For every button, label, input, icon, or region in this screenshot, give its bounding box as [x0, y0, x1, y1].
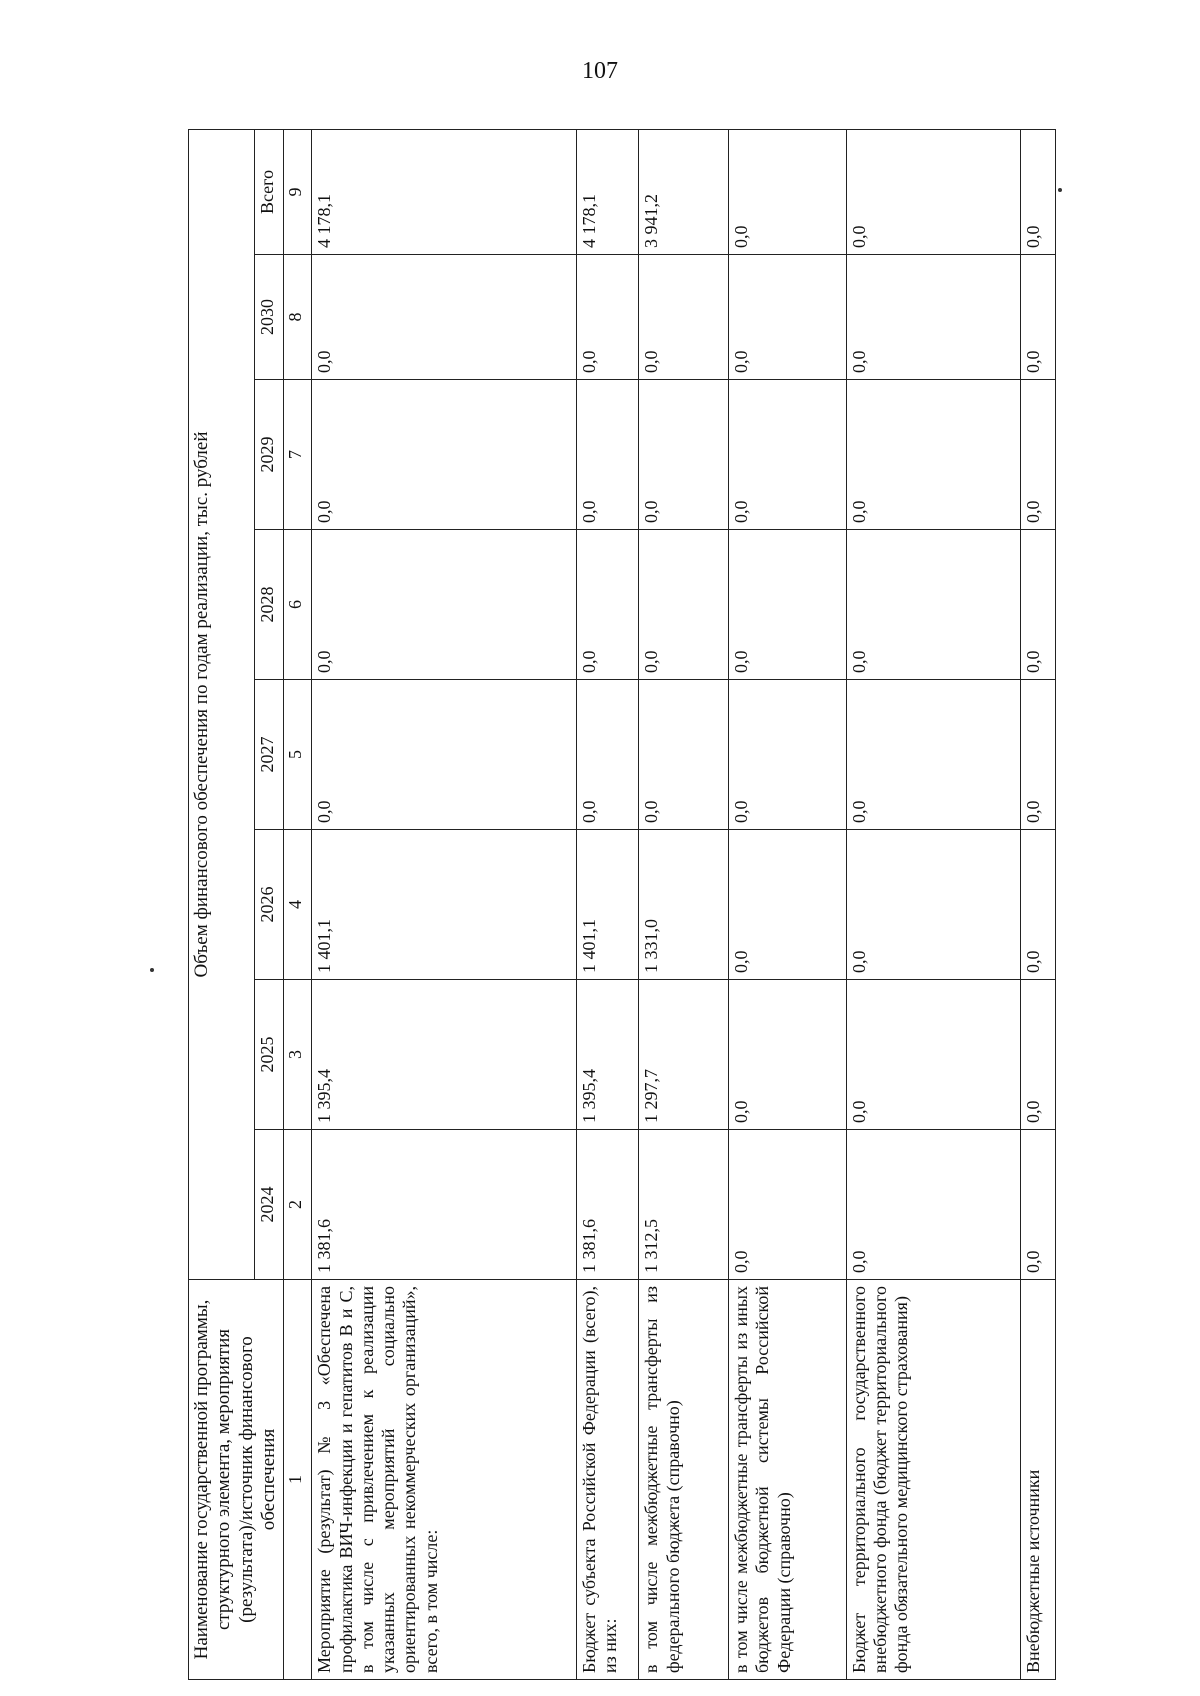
value-cell: 1 312,5	[639, 1130, 729, 1280]
value-cell: 0,0	[312, 255, 577, 380]
value-cell: 0,0	[729, 129, 846, 254]
header-row-group	[189, 129, 255, 1679]
value-cell: 1 401,1	[312, 830, 577, 980]
value-cell: 1 381,6	[312, 1130, 577, 1280]
value-cell: 0,0	[576, 680, 638, 830]
value-cell: 1 331,0	[639, 830, 729, 980]
table-row	[639, 129, 729, 1679]
value-cell: 0,0	[729, 1130, 846, 1280]
scan-speck	[150, 968, 154, 972]
row-label: Внебюджетные источники	[1021, 1280, 1056, 1680]
value-cell: 0,0	[729, 380, 846, 530]
financing-table	[188, 129, 1056, 1680]
page-number: 107	[582, 58, 618, 84]
column-number: 2	[283, 1130, 312, 1280]
value-cell: 1 381,6	[576, 1130, 638, 1280]
year-header: 2027	[254, 680, 283, 830]
value-cell: 0,0	[639, 530, 729, 680]
value-cell: 0,0	[846, 980, 1021, 1130]
row-label: в том числе межбюджетные трансферты из федерального бюджета (справочно)	[639, 1280, 729, 1680]
value-cell: 0,0	[846, 530, 1021, 680]
value-cell: 4 178,1	[312, 129, 577, 254]
value-cell: 0,0	[846, 129, 1021, 254]
value-cell: 0,0	[846, 255, 1021, 380]
scan-speck	[1058, 188, 1062, 192]
value-cell: 0,0	[729, 530, 846, 680]
column-number: 5	[283, 680, 312, 830]
year-header: 2028	[254, 530, 283, 680]
row-label: Бюджет территориального государственного внебюджетного фонда (бюджет территориального фонда обязательного медицинского страхования)	[846, 1280, 1021, 1680]
table-row	[846, 129, 1021, 1679]
column-number: 7	[283, 380, 312, 530]
value-cell: 0,0	[1021, 680, 1056, 830]
value-cell: 0,0	[1021, 530, 1056, 680]
value-cell: 0,0	[576, 530, 638, 680]
row-label: в том числе межбюджетные трансферты из иных бюджетов бюджетной системы Российской Федерации (справочно)	[729, 1280, 846, 1680]
rotated-table-container	[188, 130, 1044, 1680]
value-cell: 3 941,2	[639, 129, 729, 254]
value-cell: 0,0	[1021, 1130, 1056, 1280]
value-cell: 0,0	[639, 380, 729, 530]
value-cell: 0,0	[576, 380, 638, 530]
value-cell: 1 297,7	[639, 980, 729, 1130]
table-row	[1021, 129, 1056, 1679]
column-number: 8	[283, 255, 312, 380]
column-number: 1	[283, 1280, 312, 1680]
value-cell: 0,0	[312, 530, 577, 680]
table-row	[576, 129, 638, 1679]
column-number-row	[283, 129, 312, 1679]
row-label: Мероприятие (результат) № 3 «Обеспечена профилактика ВИЧ-инфекции и гепатитов В и С, в том числе с привлечением к реализации указанных мероприятий социально ориентированных некоммерческих организаций», всего, в том числе:	[312, 1280, 577, 1680]
value-cell: 0,0	[846, 1130, 1021, 1280]
year-header: 2024	[254, 1130, 283, 1280]
column-number: 3	[283, 980, 312, 1130]
value-cell: 0,0	[576, 255, 638, 380]
column-number: 9	[283, 129, 312, 254]
year-header: 2030	[254, 255, 283, 380]
value-cell: 0,0	[1021, 129, 1056, 254]
value-cell: 0,0	[1021, 380, 1056, 530]
value-cell: 0,0	[729, 255, 846, 380]
name-column-header: Наименование государственной программы, структурного элемента, мероприятия (результата)/источник финансового обеспечения	[189, 1280, 284, 1680]
value-cell: 1 395,4	[312, 980, 577, 1130]
value-cell: 0,0	[846, 680, 1021, 830]
year-header: 2026	[254, 830, 283, 980]
column-number: 4	[283, 830, 312, 980]
table-row	[312, 129, 577, 1679]
value-cell: 1 401,1	[576, 830, 638, 980]
column-number: 6	[283, 530, 312, 680]
value-cell: 0,0	[729, 830, 846, 980]
table-row	[729, 129, 846, 1679]
value-cell: 0,0	[846, 830, 1021, 980]
financing-volume-header: Объем финансового обеспечения по годам реализации, тыс. рублей	[189, 129, 255, 1279]
value-cell: 0,0	[1021, 980, 1056, 1130]
value-cell: 0,0	[729, 680, 846, 830]
year-header: 2025	[254, 980, 283, 1130]
year-header: 2029	[254, 380, 283, 530]
value-cell: 0,0	[639, 255, 729, 380]
value-cell: 0,0	[639, 680, 729, 830]
value-cell: 0,0	[312, 380, 577, 530]
value-cell: 1 395,4	[576, 980, 638, 1130]
value-cell: 0,0	[729, 980, 846, 1130]
total-header: Всего	[254, 129, 283, 254]
value-cell: 4 178,1	[576, 129, 638, 254]
row-label: Бюджет субъекта Российской Федерации (всего), из них:	[576, 1280, 638, 1680]
value-cell: 0,0	[846, 380, 1021, 530]
value-cell: 0,0	[312, 680, 577, 830]
value-cell: 0,0	[1021, 255, 1056, 380]
value-cell: 0,0	[1021, 830, 1056, 980]
